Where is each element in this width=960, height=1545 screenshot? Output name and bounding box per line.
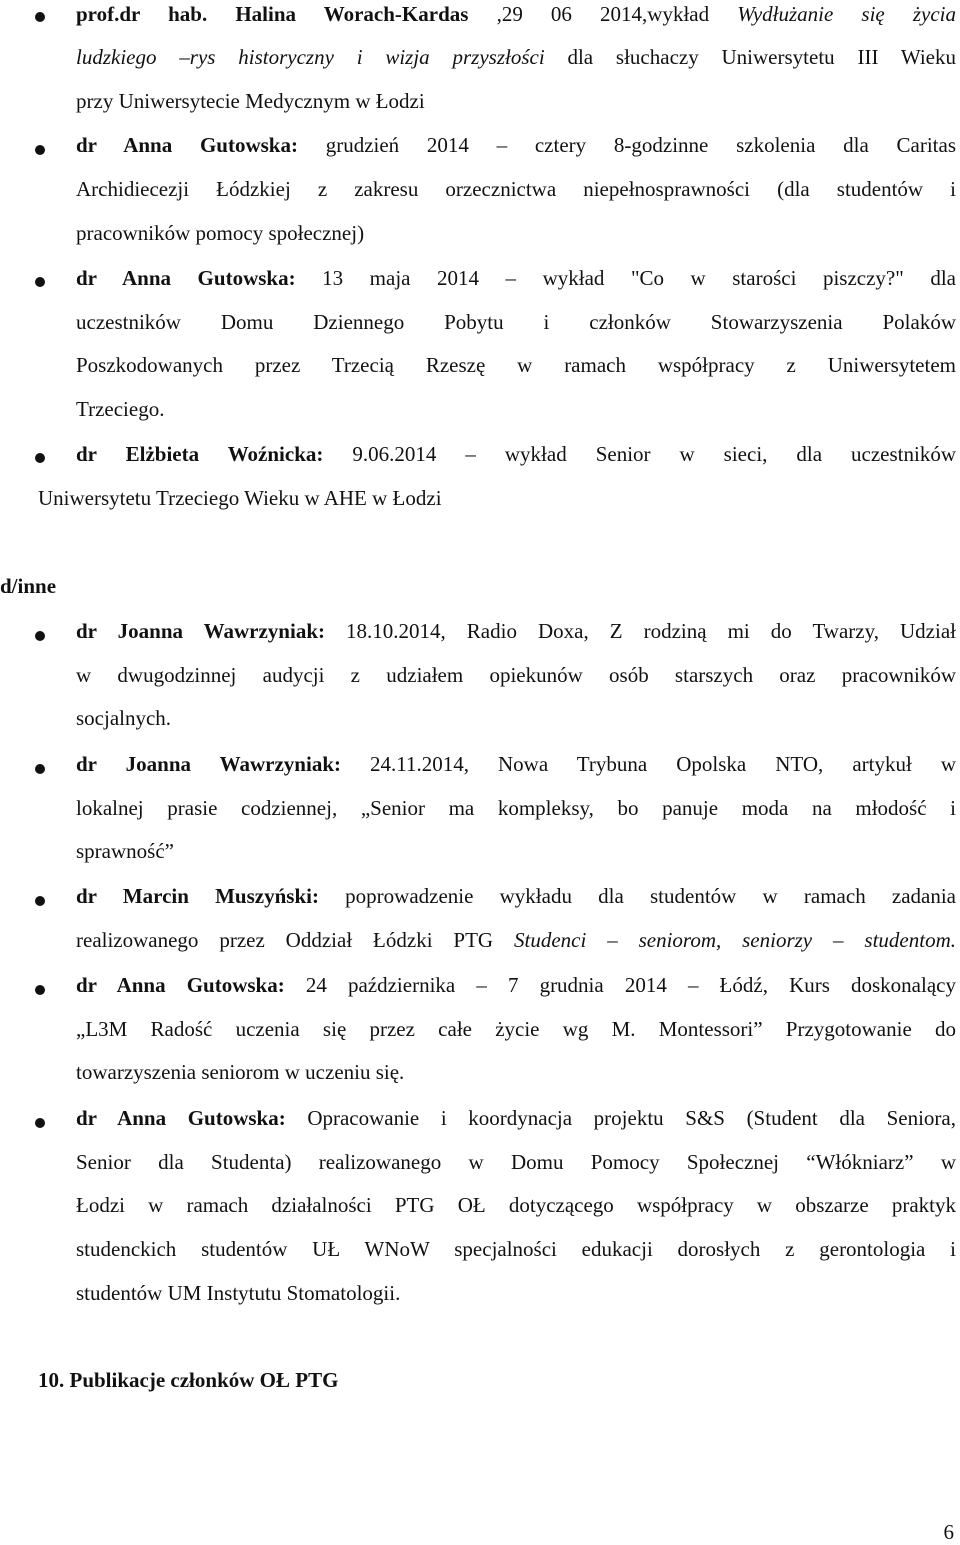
text-line — [76, 352, 956, 378]
text-run: 24 października – 7 grudnia 2014 – Łódź, Kurs doskonalący — [305, 973, 956, 997]
text-run: 13 maja 2014 – wykład "Co w starości piszczy?" dla — [322, 266, 956, 290]
text-run: uczestników Domu Dziennego Pobytu i członków Stowarzyszenia Polaków — [76, 310, 956, 334]
text-line — [76, 838, 174, 864]
text-run: pracowników pomocy społecznej) — [76, 221, 365, 245]
text-line — [76, 1280, 400, 1306]
text-run: Archidiecezji Łódzkiej z zakresu orzecznictwa niepełnosprawności (dla studentów i — [76, 177, 956, 201]
text-run: 18.10.2014, Radio Doxa, Z rodziną mi do Twarzy, Udział — [346, 619, 956, 643]
section-label: d/inne — [0, 574, 57, 598]
text-run: 24.11.2014, Nowa Trybuna Opolska NTO, artykuł w — [370, 752, 956, 776]
bullet-icon — [35, 145, 45, 155]
text-run: dla słuchaczy Uniwersytetu III Wieku — [544, 45, 957, 69]
text-run: ,29 06 2014,wykład — [496, 2, 738, 26]
text-line — [76, 662, 956, 688]
text-run: Halina Worach-Kardas — [235, 2, 497, 26]
text-run: ludzkiego –rys historyczny i wizja przyszłości — [76, 45, 545, 69]
bullet-icon — [35, 764, 45, 774]
text-line — [76, 751, 956, 777]
text-run: dr Joanna Wawrzyniak: — [76, 752, 371, 776]
text-line — [76, 1016, 956, 1042]
section-heading: 10. Publikacje członków OŁ PTG — [38, 1368, 339, 1392]
text-run: Studenci – seniorom, seniorzy – studentom. — [514, 928, 956, 952]
text-run: dr Marcin Muszyński: — [76, 884, 346, 908]
bullet-icon — [35, 631, 45, 641]
bullet-icon — [35, 277, 45, 287]
text-run: sprawność” — [76, 839, 174, 863]
bullet-icon — [35, 453, 45, 463]
text-run: socjalnych. — [76, 706, 172, 730]
text-line — [76, 176, 956, 202]
text-run: w dwugodzinnej audycji z udziałem opiekunów osób starszych oraz pracowników — [76, 663, 956, 687]
text-line — [76, 1192, 956, 1218]
text-line — [76, 220, 364, 246]
text-run: towarzyszenia seniorom w uczeniu się. — [76, 1060, 405, 1084]
bullet-icon — [35, 985, 45, 995]
bullet-icon — [35, 1118, 45, 1128]
text-run: grudzień 2014 – cztery 8-godzinne szkolenia dla Caritas — [325, 133, 956, 157]
text-run: dr Elżbieta Woźnicka: — [76, 442, 353, 466]
text-line — [38, 485, 442, 511]
text-run: dr Anna Gutowska: — [76, 133, 326, 157]
text-line — [76, 1149, 956, 1175]
text-run: Senior dla Studenta) realizowanego w Domu Pomocy Społecznej “Włókniarz” w — [76, 1150, 956, 1174]
text-line — [76, 618, 956, 644]
bullet-icon — [35, 896, 45, 906]
text-run: Opracowanie i koordynacja projektu S&S (Student dla Seniora, — [307, 1106, 956, 1130]
text-run: lokalnej prasie codziennej, „Senior ma kompleksy, bo panuje moda na młodość i — [76, 796, 956, 820]
text-line — [76, 795, 956, 821]
text-run: „L3M Radość uczenia się przez całe życie wg M. Montessori” Przygotowanie do — [76, 1017, 956, 1041]
text-line — [76, 883, 956, 909]
text-run: 9.06.2014 – wykład Senior w sieci, dla uczestników — [352, 442, 957, 466]
page-number: 6 — [943, 1520, 954, 1544]
text-run: studentów UM Instytutu Stomatologii. — [76, 1281, 401, 1305]
text-line — [76, 132, 956, 158]
text-run: przy Uniwersytecie Medycznym w Łodzi — [76, 89, 425, 113]
text-line — [76, 309, 956, 335]
text-line — [76, 88, 425, 114]
text-line — [76, 972, 956, 998]
text-line — [76, 1059, 404, 1085]
text-line — [76, 927, 956, 953]
bullet-icon — [35, 12, 45, 22]
text-run: dr Anna Gutowska: — [76, 1106, 308, 1130]
text-line — [76, 1105, 956, 1131]
text-run: Trzeciego. — [76, 397, 165, 421]
text-run: dr Anna Gutowska: — [76, 973, 306, 997]
text-run: dr Joanna Wawrzyniak: — [76, 619, 347, 643]
text-run: poprowadzenie wykładu dla studentów w ramach zadania — [345, 884, 957, 908]
text-run: Łodzi w ramach działalności PTG OŁ dotyczącego współpracy w obszarze praktyk — [76, 1193, 956, 1217]
text-run: Wydłużanie się życia — [737, 2, 957, 26]
text-line — [76, 396, 164, 422]
text-run: prof.dr hab. — [76, 2, 236, 26]
text-run: realizowanego przez Oddział Łódzki PTG — [76, 928, 514, 952]
text-line — [76, 1, 956, 27]
text-line — [76, 265, 956, 291]
text-line — [76, 705, 171, 731]
text-line — [76, 44, 956, 70]
text-line — [76, 441, 956, 467]
text-run: Poszkodowanych przez Trzecią Rzeszę w ramach współpracy z Uniwersytetem — [76, 353, 956, 377]
text-run: dr Anna Gutowska: — [76, 266, 323, 290]
text-line — [76, 1236, 956, 1262]
text-run: studenckich studentów UŁ WNoW specjalności edukacji dorosłych z gerontologia i — [76, 1237, 956, 1261]
text-run: Uniwersytetu Trzeciego Wieku w AHE w Łodzi — [38, 486, 442, 510]
